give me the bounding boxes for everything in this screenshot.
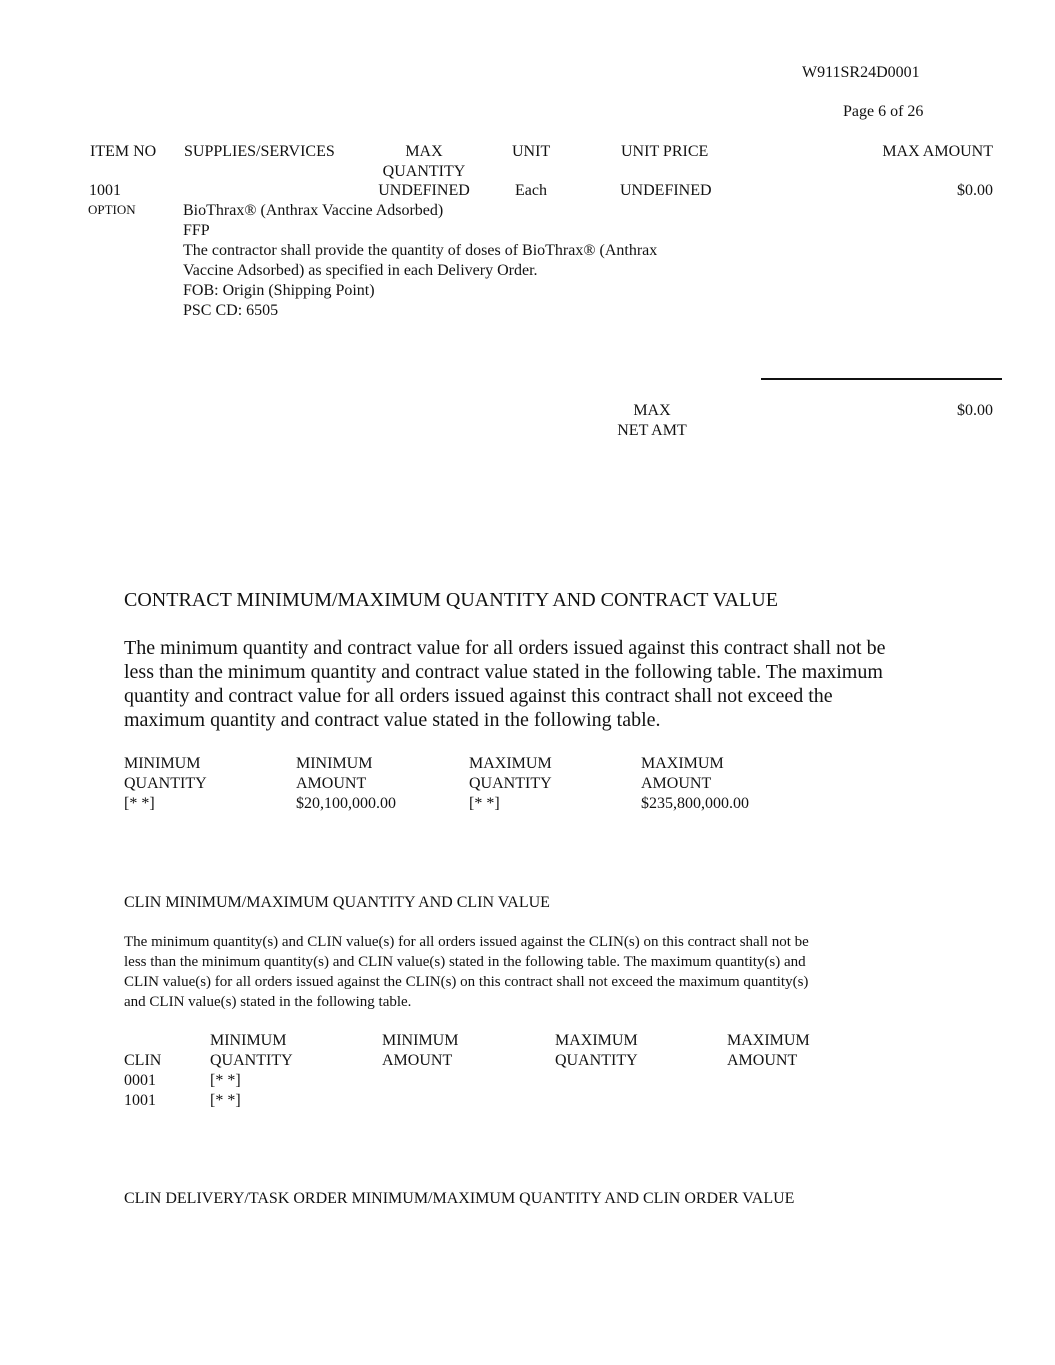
- contract-header-max-amount: MAXIMUM AMOUNT $235,800,000.00: [641, 755, 749, 812]
- clin-max-amount-column: MAXIMUM AMOUNT: [727, 1032, 810, 1069]
- max-net-amt-label: MAX NET AMT: [617, 402, 687, 439]
- item-description: [183, 201, 657, 321]
- col-header-supplies-services: SUPPLIES/SERVICES: [184, 143, 335, 160]
- col-header-unit-price: UNIT PRICE: [621, 143, 709, 160]
- clin-minmax-title: CLIN MINIMUM/MAXIMUM QUANTITY AND CLIN VALUE: [124, 894, 550, 911]
- item-option-label: OPTION: [88, 202, 136, 217]
- item-unit-price: UNDEFINED: [620, 182, 712, 199]
- col-header-unit: UNIT: [512, 143, 551, 160]
- col-header-item-no: ITEM NO: [90, 143, 157, 160]
- clin-header: CLIN: [124, 1052, 162, 1069]
- description-line: FFP: [183, 222, 210, 239]
- contract-number: W911SR24D0001: [802, 64, 920, 81]
- clin-row-1001: 1001: [124, 1092, 156, 1109]
- clin-min-amount-column: MINIMUM AMOUNT: [382, 1032, 459, 1069]
- description-line: BioThrax® (Anthrax Vaccine Adsorbed): [183, 202, 444, 219]
- description-line: The contractor shall provide the quantity of doses of BioThrax® (Anthrax: [183, 242, 658, 259]
- clin-1001-min-quantity: [* *]: [210, 1092, 241, 1109]
- total-divider: [761, 378, 1002, 380]
- clin-minmax-paragraph: The minimum quantity(s) and CLIN value(s) for all orders issued against the CLIN(s) on this contract shall not be less than the minimum quantity(s) and CLIN value(s) stated in the following table. The maximum quantity(s) and CLIN value(s) for all orders issued against the CLIN(s) on this contract shall not exceed the maximum quantity(s) and CLIN value(s) stated in the following table.: [124, 934, 809, 1010]
- clin-row-0001: 0001: [124, 1072, 156, 1089]
- clin-min-quantity-column: MINIMUM QUANTITY [* *] [* *]: [210, 1032, 293, 1109]
- contract-max-quantity-value: [* *]: [469, 795, 500, 812]
- contract-header-min-amount: MINIMUM AMOUNT $20,100,000.00: [296, 755, 396, 812]
- contract-min-quantity-value: [* *]: [124, 795, 155, 812]
- contract-minmax-paragraph: The minimum quantity and contract value for all orders issued against this contract shall not be less than the minimum quantity and contract value stated in the following table. The maximum quantity and contract value for all orders issued against this contract shall not exceed the maximum quantity and contract value stated in the following table.: [124, 637, 886, 731]
- description-line: PSC CD: 6505: [183, 302, 279, 319]
- item-number: 1001: [89, 182, 121, 199]
- clin-column: [124, 1051, 161, 1111]
- contract-min-amount-value: $20,100,000.00: [296, 795, 396, 812]
- max-net-amt-value: $0.00: [957, 402, 993, 419]
- clin-delivery-title: CLIN DELIVERY/TASK ORDER MINIMUM/MAXIMUM QUANTITY AND CLIN ORDER VALUE: [124, 1190, 795, 1207]
- contract-header-max-quantity: MAXIMUM QUANTITY [* *]: [469, 755, 552, 812]
- contract-minmax-title: CONTRACT MINIMUM/MAXIMUM QUANTITY AND CONTRACT VALUE: [124, 589, 778, 611]
- clin-0001-min-quantity: [* *]: [210, 1072, 241, 1089]
- item-unit: Each: [515, 182, 547, 199]
- contract-max-amount-value: $235,800,000.00: [641, 795, 749, 812]
- col-header-max-amount: MAX AMOUNT: [882, 143, 993, 160]
- description-line: Vaccine Adsorbed) as specified in each Delivery Order.: [183, 262, 538, 279]
- item-max-quantity: UNDEFINED: [378, 182, 470, 199]
- description-line: FOB: Origin (Shipping Point): [183, 282, 375, 299]
- page-number: Page 6 of 26: [843, 103, 924, 120]
- contract-header-min-quantity: MINIMUM QUANTITY [* *]: [124, 755, 207, 812]
- item-max-amount: $0.00: [957, 182, 993, 199]
- clin-max-quantity-column: MAXIMUM QUANTITY: [555, 1032, 638, 1069]
- col-header-max-quantity: MAX QUANTITY: [382, 143, 466, 180]
